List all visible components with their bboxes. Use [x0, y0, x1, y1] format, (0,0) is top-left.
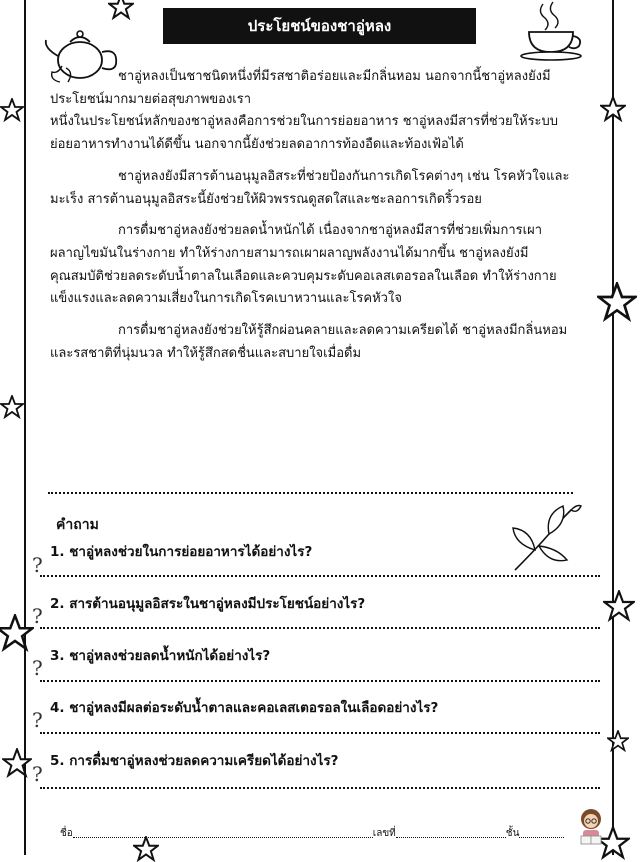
star-icon: [108, 0, 134, 20]
right-border-line: [612, 0, 614, 855]
star-icon: [2, 748, 32, 778]
tea-leaf-icon: [505, 500, 585, 576]
answer-line[interactable]: [40, 787, 600, 789]
passage-paragraph: การดื่มชาอู่หลงยังช่วยให้รู้สึกผ่อนคลายและลดความเครียดได้ ชาอู่หลงมีกลิ่นหอมและรสชาติที่นุ่มนวล ทำให้รู้สึกสดชื่นและสบายใจเมื่อดื่ม: [50, 323, 568, 361]
passage-paragraph: การดื่มชาอู่หลงยังช่วยลดน้ำหนักได้ เนื่องจากชาอู่หลงมีสารที่ช่วยเพิ่มการเผาผลาญไขมันในร่างกาย ทำให้ร่างกายสามารถเผาผลาญพลังงานได้มากขึ้น ชาอู่หลงยังมีคุณสมบัติช่วยลดระดับน้ำตาลในเลือดและควบคุมระดับคอเลสเตอรอลในเลือด ทำให้ร่างกายแข็งแรงและลดความเสี่ยงในการเกิดโรคเบาหวานและโรคหัวใจ: [50, 223, 557, 307]
star-icon: [603, 590, 635, 622]
class-field[interactable]: [519, 837, 564, 838]
question-mark-icon: ?: [32, 604, 43, 628]
star-icon: [0, 614, 34, 652]
passage-paragraph: ชาอู่หลงเป็นชาชนิดหนึ่งที่มีรสชาติอร่อยและมีกลิ่นหอม นอกจากนี้ชาอู่หลงยังมีประโยชน์มากมายต่อสุขภาพของเรา: [50, 69, 551, 107]
star-icon: [607, 730, 629, 752]
answer-line[interactable]: [40, 575, 600, 577]
passage-paragraph: หนึ่งในประโยชน์หลักของชาอู่หลงคือการช่วยในการย่อยอาหาร ชาอู่หลงมีสารที่ช่วยให้ระบบย่อยอาหารทำงานได้ดีขึ้น นอกจากนี้ยังช่วยลดอาการท้องอืดและท้องเฟ้อได้: [50, 114, 559, 153]
question-mark-icon: ?: [32, 762, 43, 786]
page-title: ประโยชน์ของชาอู่หลง: [163, 8, 476, 44]
class-label: ชั้น: [505, 828, 520, 839]
passage-paragraph: ชาอู่หลงยังมีสารต้านอนุมูลอิสระที่ช่วยป้องกันการเกิดโรคต่างๆ เช่น โรคหัวใจและมะเร็ง สารต้านอนุมูลอิสระนี้ยังช่วยให้ผิวพรรณดูสดใสและชะลอการเกิดริ้วรอย: [50, 168, 570, 207]
question-item: 3. ชาอู่หลงช่วยลดน้ำหนักได้อย่างไร?: [50, 648, 271, 664]
number-field[interactable]: [396, 837, 506, 838]
question-mark-icon: ?: [32, 553, 43, 577]
star-icon: [597, 282, 637, 322]
separator-line: [48, 492, 573, 494]
star-icon: [600, 96, 626, 122]
star-icon: [0, 98, 24, 122]
girl-reading-icon: [574, 806, 608, 848]
teacup-icon: [515, 0, 587, 62]
question-mark-icon: ?: [32, 708, 43, 732]
student-info-row: [60, 826, 570, 841]
left-border-line: [24, 0, 26, 855]
question-item: 1. ชาอู่หลงช่วยในการย่อยอาหารได้อย่างไร?: [50, 544, 313, 560]
answer-line[interactable]: [40, 627, 600, 629]
answer-line[interactable]: [40, 732, 600, 734]
question-mark-icon: ?: [32, 656, 43, 680]
star-icon: [0, 395, 24, 419]
question-item: 5. การดื่มชาอู่หลงช่วยลดความเครียดได้อย่างไร?: [50, 753, 339, 769]
question-item: 4. ชาอู่หลงมีผลต่อระดับน้ำตาลและคอเลสเตอรอลในเลือดอย่างไร?: [50, 700, 439, 716]
question-item: 2. สารต้านอนุมูลอิสระในชาอู่หลงมีประโยชน์อย่างไร?: [50, 596, 366, 612]
name-field[interactable]: [73, 837, 373, 838]
name-label: ชื่อ: [60, 828, 73, 839]
reading-passage: [50, 66, 570, 374]
number-label: เลขที่: [372, 828, 396, 839]
questions-heading: คำถาม: [56, 517, 99, 533]
answer-line[interactable]: [40, 680, 600, 682]
